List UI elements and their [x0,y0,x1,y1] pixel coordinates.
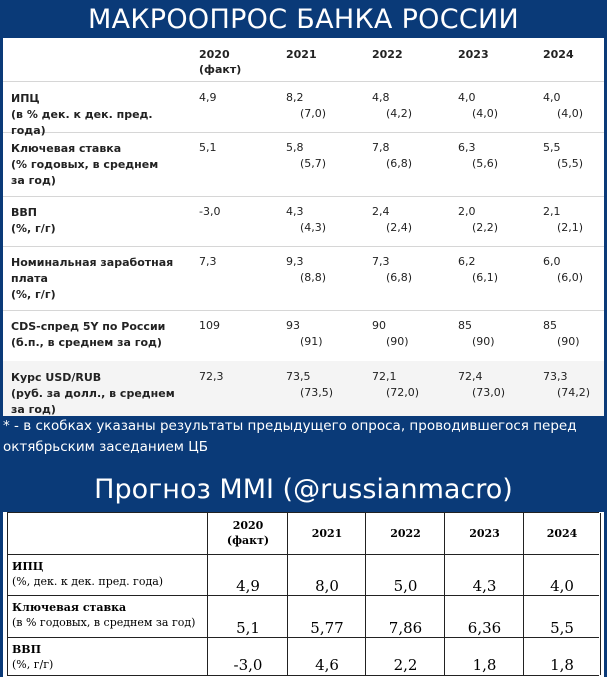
cell-previous-value: (90) [386,335,409,348]
table-cell [286,254,366,286]
cell-value: 73,3 [543,370,568,383]
cell-value: 4,3 [286,205,304,218]
cell-value: 6,3 [458,141,476,154]
table-header [3,38,604,82]
table-cell: 2,2 [365,638,445,675]
cell-previous-value: (4,2) [386,107,413,120]
year-header: 2024 [543,48,574,61]
cell-previous-value: (6,1) [472,271,499,284]
cell-previous-value: (4,0) [557,107,584,120]
table-row [7,554,599,596]
mmi-forecast-table [3,512,604,677]
row-label: ИПЦ (%, дек. к дек. пред. года) [7,555,212,596]
year-note: (факт) [199,63,242,76]
table-cell [543,318,607,350]
table-cell [458,318,538,350]
footnote: * - в скобках указаны результаты предыдущего опроса, проводившегося перед октябрьским заседанием ЦБ [3,418,577,455]
cell-previous-value: (90) [557,335,580,348]
cell-value: 7,3 [199,255,217,268]
cell-previous-value: (91) [300,335,323,348]
table-cell [286,369,366,401]
year-header: 2020 (факт) [207,513,288,555]
cell-value: 85 [543,319,557,332]
table-cell: 5,5 [523,596,601,638]
table-cell: 4,0 [523,555,601,596]
table-cell: 5,77 [287,596,366,638]
cell-previous-value: (2,1) [557,221,584,234]
row-label: Ключевая ставка (% годовых, в среднем за год) [11,142,159,187]
year-header: 2021 [286,48,317,61]
cell-value: 6,0 [543,255,561,268]
table-cell: 4,9 [207,555,288,596]
table-cell [199,140,279,156]
table-header [7,512,599,555]
table-cell [543,204,607,236]
cell-value: 4,0 [543,91,561,104]
table-cell [286,204,366,236]
table-cell [458,90,538,122]
header-empty-cell [7,513,208,555]
table-row [7,595,599,638]
year-header: 2023 [458,48,489,61]
cell-previous-value: (5,6) [472,157,499,170]
table-cell [199,254,279,270]
table-row [3,361,604,416]
year-header: 2024 [523,513,601,555]
cell-previous-value: (74,2) [557,386,591,399]
year-header: 2022 [365,513,445,555]
cell-value: 4,8 [372,91,390,104]
cell-value: 90 [372,319,386,332]
cell-value: 7,3 [372,255,390,268]
table-cell [458,140,538,172]
table-cell [372,318,452,350]
cell-previous-value: (6,0) [557,271,584,284]
table-cell [199,90,279,106]
table-cell [543,90,607,122]
cell-previous-value: (2,2) [472,221,499,234]
table-cell: 4,3 [444,555,524,596]
table-cell [286,318,366,350]
cell-value: 93 [286,319,300,332]
table-cell: -3,0 [207,638,288,675]
cell-previous-value: (7,0) [300,107,327,120]
cell-previous-value: (90) [472,335,495,348]
table-cell [372,90,452,122]
table-row [3,310,604,362]
cell-value: 2,1 [543,205,561,218]
row-label: Курс USD/RUB (руб. за долл., в среднем за год) [11,371,175,416]
year-header: 2022 [372,48,403,61]
year-header: 2020 (факт) [199,48,242,76]
cell-previous-value: (5,7) [300,157,327,170]
cell-previous-value: (73,5) [300,386,334,399]
row-label: Номинальная заработная плата (%, г/г) [11,256,174,301]
table-cell [543,140,607,172]
table-cell [372,140,452,172]
table-cell [372,204,452,236]
table-cell: 6,36 [444,596,524,638]
table-row [3,82,604,137]
cell-value: 73,5 [286,370,311,383]
cell-previous-value: (2,4) [386,221,413,234]
table-cell [372,254,452,286]
cell-value: 9,3 [286,255,304,268]
row-label: CDS-спред 5Y по России (б.п., в среднем за год) [11,320,166,349]
table-row [3,132,604,197]
row-label: ВВП (%, г/г) [7,638,212,675]
table-cell: 5,1 [207,596,288,638]
table-cell: 5,0 [365,555,445,596]
table-cell [543,369,607,401]
row-label: ИПЦ (в % дек. к дек. пред. года) [11,92,153,137]
cell-value: 5,8 [286,141,304,154]
table-cell [372,369,452,401]
table-cell [199,369,279,385]
table-cell [458,254,538,286]
cell-previous-value: (72,0) [386,386,420,399]
cell-value: 5,1 [199,141,217,154]
cell-value: 72,4 [458,370,483,383]
cell-value: 109 [199,319,220,332]
table-cell [199,318,279,334]
table-cell: 1,8 [444,638,524,675]
table-row [3,196,604,247]
cell-previous-value: (8,8) [300,271,327,284]
cell-value: 2,4 [372,205,390,218]
table-cell: 1,8 [523,638,601,675]
cell-value: 72,1 [372,370,397,383]
table-cell: 4,6 [287,638,366,675]
cell-value: 85 [458,319,472,332]
cell-previous-value: (73,0) [472,386,506,399]
row-label: ВВП (%, г/г) [11,206,56,235]
cbr-survey-table [3,38,604,416]
row-label: Ключевая ставка (в % годовых, в среднем за год) [7,596,212,638]
table-cell: 8,0 [287,555,366,596]
cell-previous-value: (4,0) [472,107,499,120]
table-row [7,637,599,676]
table-cell [543,254,607,286]
cell-value: -3,0 [199,205,221,218]
cell-value: 5,5 [543,141,561,154]
cell-value: 4,9 [199,91,217,104]
table-cell [286,90,366,122]
section-title: Прогноз MMI (@russianmacro) [94,474,513,505]
cell-value: 2,0 [458,205,476,218]
cell-previous-value: (4,3) [300,221,327,234]
table-cell [286,140,366,172]
table-cell [458,204,538,236]
table-row [3,246,604,311]
year-header: 2021 [287,513,366,555]
cell-value: 6,2 [458,255,476,268]
cell-previous-value: (6,8) [386,157,413,170]
cell-value: 4,0 [458,91,476,104]
table-cell: 7,86 [365,596,445,638]
table-cell [199,204,279,220]
page-title: МАКРООПРОС БАНКА РОССИИ [87,4,520,35]
cell-previous-value: (5,5) [557,157,584,170]
cell-value: 7,8 [372,141,390,154]
cell-previous-value: (6,8) [386,271,413,284]
table-cell [458,369,538,401]
cell-value: 8,2 [286,91,304,104]
year-header: 2023 [444,513,524,555]
cell-value: 72,3 [199,370,224,383]
